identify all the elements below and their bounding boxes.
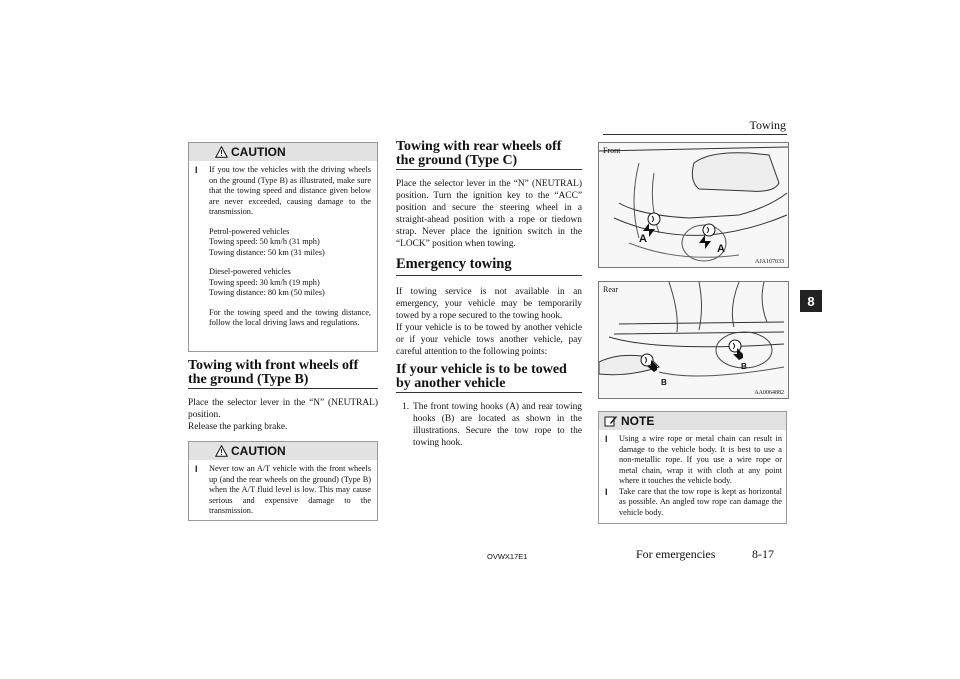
caution-box-2 — [188, 441, 378, 521]
caution-label: CAUTION — [231, 444, 286, 458]
section-b-paragraph-2: Release the parking brake. — [188, 422, 288, 432]
figure-code: AA0064882 — [754, 390, 784, 396]
front-label: Front — [603, 146, 621, 155]
note-pencil-icon — [604, 415, 618, 427]
petrol-heading: Petrol-powered vehicles — [209, 226, 290, 236]
emergency-paragraph-1: If towing service is not available in an emergency, your vehicle may be temporarily towed by a rope secured to the towing hook. — [396, 287, 582, 321]
towed-title: If your vehicle is to be towed by another vehicle — [396, 363, 582, 393]
figure-front — [598, 142, 789, 268]
note-item: Using a wire rope or metal chain can result in damage to the vehicle body. It is best to use a non-metallic rope. If you use a wire rope or metal chain, wrap it with cloth at any point where it touches the vehicle body. — [619, 434, 782, 485]
petrol-distance: Towing distance: 50 km (31 miles) — [209, 247, 325, 257]
rear-label: Rear — [603, 285, 619, 294]
section-c-title: Towing with rear wheels off the ground (Type C) — [396, 140, 582, 170]
step-text: The front towing hooks (A) and rear towing hooks (B) are located as shown in the illustrations. Secure the tow rope to the towing hook. — [413, 402, 582, 448]
note-header — [599, 412, 786, 430]
diesel-heading: Diesel-powered vehicles — [209, 267, 291, 276]
caution-header — [189, 143, 377, 161]
warning-triangle-icon — [215, 146, 228, 158]
front-bumper-illustration — [599, 143, 788, 267]
caution-header — [189, 442, 377, 460]
warning-triangle-icon — [215, 445, 228, 457]
hook-marker-a: A — [639, 233, 647, 245]
section-c-text: Place the selector lever in the “N” (NEUTRAL) position. Turn the ignition key to the “ACC” position and secure the steering wheel in a straight-ahead position with a rope or tiedown strap. Never place the ignition switch in the “LOCK” position when towing. — [396, 179, 582, 249]
header-rule — [603, 134, 787, 135]
diesel-speed: Towing speed: 30 km/h (19 mph) — [209, 277, 320, 287]
petrol-speed: Towing speed: 50 km/h (31 mph) — [209, 237, 320, 246]
page-number: 8-17 — [752, 547, 774, 561]
hook-marker-a: A — [717, 243, 725, 255]
note-item: Take care that the tow rope is kept as horizontal as possible. An angled tow rope can damage the vehicle body. — [619, 486, 782, 517]
section-b-paragraph-1: Place the selector lever in the “N” (NEUTRAL) position. — [188, 398, 378, 420]
caution-box-1 — [188, 142, 378, 352]
chapter-title: For emergencies — [636, 547, 716, 561]
hook-marker-b: B — [661, 378, 667, 387]
diesel-distance: Towing distance: 80 km (50 miles) — [209, 288, 325, 297]
running-header: Towing — [749, 118, 786, 132]
chapter-tab: 8 — [800, 290, 822, 312]
emergency-title: Emergency towing — [396, 257, 582, 276]
caution-label: CAUTION — [231, 145, 286, 159]
caution-closing: For the towing speed and the towing distance, follow the local driving laws and regulations. — [209, 307, 371, 327]
hook-marker-b: B — [741, 362, 747, 371]
caution-text: Never tow an A/T vehicle with the front wheels up (and the rear wheels on the ground) (Type B) when the A/T fluid level is low. This may cause serious and expensive damage to the transmission. — [209, 464, 371, 515]
rear-bumper-illustration — [599, 282, 788, 398]
step-number: 1. — [402, 402, 410, 412]
note-label: NOTE — [621, 414, 655, 428]
figure-rear — [598, 281, 789, 399]
bullet-icon: l — [195, 165, 198, 175]
emergency-paragraph-2: If your vehicle is to be towed by another vehicle or if your vehicle tows another vehicle, pay careful attention to the following points: — [396, 323, 582, 357]
figure-code: AJA107033 — [754, 259, 784, 265]
note-box — [598, 411, 787, 524]
caution-text: If you tow the vehicles with the driving wheels on the ground (Type B) as illustrated, make sure that the towing speed and distance given below are never exceeded, causing damage to the transmission. — [209, 165, 371, 216]
bullet-icon: l — [605, 486, 608, 497]
section-b-title: Towing with front wheels off the ground (Type B) — [188, 359, 378, 389]
bullet-icon: l — [605, 434, 608, 444]
bullet-icon: l — [195, 464, 198, 474]
document-code: OVWX17E1 — [487, 552, 528, 561]
